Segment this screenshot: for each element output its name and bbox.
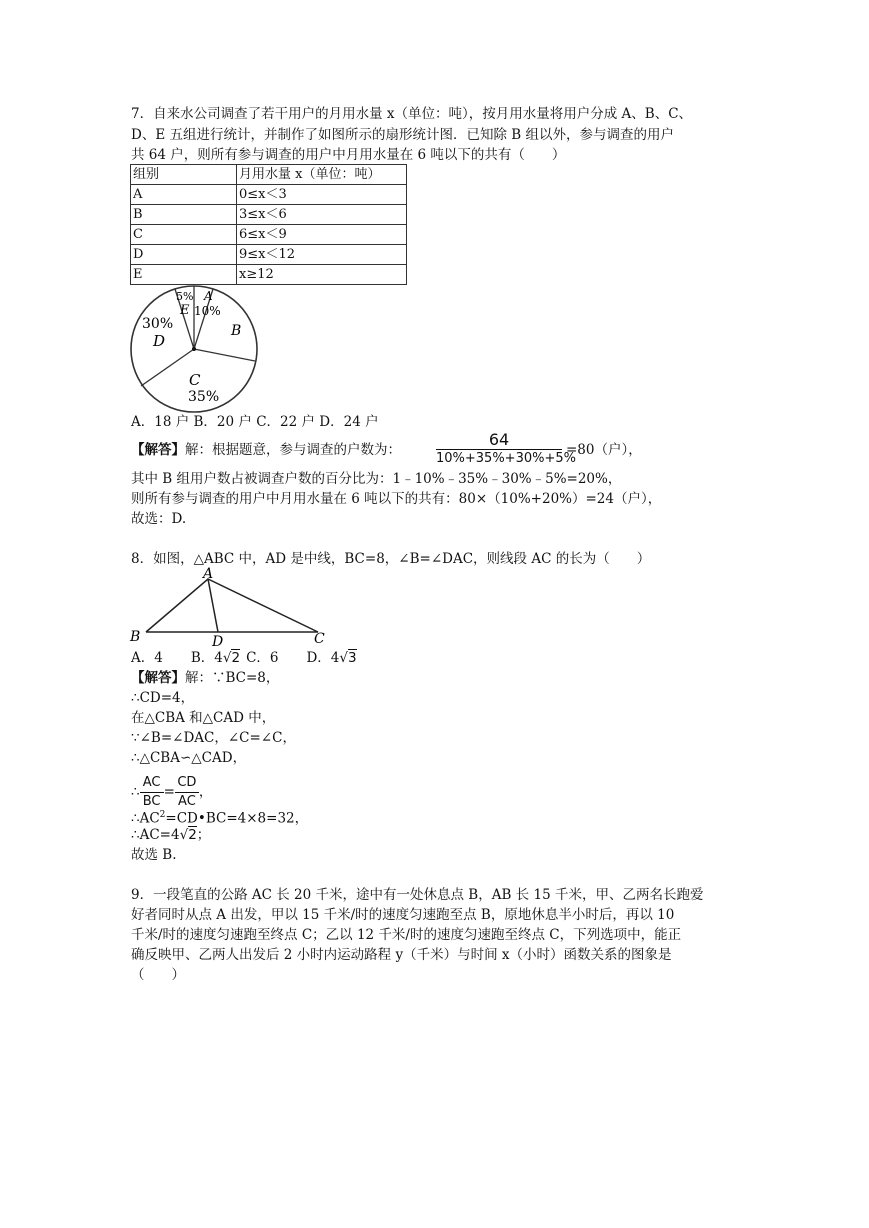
pie-label-a: A <box>204 289 213 303</box>
fraction-denominator: 10%+35%+30%+5% <box>436 451 576 466</box>
triangle-abc <box>146 579 318 632</box>
q9-stem-line-1: 9．一段笔直的公路 AC 长 20 千米，途中有一处休息点 B，AB 长 15 千米，甲、乙两名长跑爱 <box>131 887 704 903</box>
answer-text: ∴AC=4 <box>131 827 180 843</box>
q8-options <box>131 648 357 668</box>
table-cell: x≥12 <box>237 265 407 285</box>
vertex-label-a: A <box>203 566 214 582</box>
pie-divider <box>141 349 194 386</box>
pie-label-c-pct: 35% <box>188 389 220 405</box>
pie-label-b: B <box>231 323 242 339</box>
table-row <box>131 265 407 285</box>
answer-text: =CD•BC=4×8=32， <box>165 810 309 827</box>
table-cell: B <box>131 205 237 225</box>
q7-stem-line-2: D、E 五组进行统计，并制作了如图所示的扇形统计图．已知除 B 组以外，参与调查的用户 <box>131 127 674 143</box>
q8-triangle-figure <box>128 565 328 647</box>
sqrt-symbol: √2 <box>222 650 241 666</box>
point-label-d: D <box>212 634 224 647</box>
table-cell: 6≤x＜9 <box>237 225 407 245</box>
pie-label-a-pct: 10% <box>194 304 221 318</box>
q8-stem: 8．如图，△ABC 中，AD 是中线，BC=8，∠B=∠DAC，则线段 AC 的长为（ ） <box>131 551 651 567</box>
q7-stem-line-1: 7．自来水公司调查了若干用户的月用水量 x（单位：吨），按月用水量将用户分成 A、B、C、 <box>131 106 693 122</box>
q7-answer-line-2: 其中 B 组用户数占被调查户数的百分比为：1﹣10%﹣35%﹣30%﹣5%=20%， <box>131 471 622 487</box>
answer-text: ， <box>198 784 213 800</box>
table-header-cell: 月用水量 x（单位：吨） <box>237 165 407 185</box>
pie-label-d: D <box>153 332 166 350</box>
q7-group-table <box>130 164 407 285</box>
answer-text: 解：∵BC=8， <box>185 670 280 686</box>
superscript: 2 <box>159 810 166 820</box>
table-cell: A <box>131 185 237 205</box>
pie-divider <box>194 349 255 361</box>
answer-text: ； <box>196 827 211 843</box>
fraction-denominator: AC <box>178 794 196 809</box>
option-a: A．4 <box>131 650 163 666</box>
q7-stem-line-3: 共 64 户，则所有参与调查的用户中月用水量在 6 吨以下的共有（ ） <box>131 147 566 163</box>
q9-stem-line-3: 千米/时的速度匀速跑至终点 C；乙以 12 千米/时的速度匀速跑至终点 C，下列选项中，能正 <box>131 927 682 943</box>
fraction-numerator: 64 <box>488 430 510 449</box>
option-b: B．4 <box>190 650 223 666</box>
median-ad <box>208 579 218 632</box>
option-c: C．6 <box>246 650 279 666</box>
q7-answer-line-1 <box>131 440 401 460</box>
equals-sign: = <box>163 784 175 800</box>
table-cell: C <box>131 225 237 245</box>
answer-text: 解：根据题意，参与调查的户数为： <box>185 442 401 458</box>
q7-answer-line-3: 则所有参与调查的用户中月用水量在 6 吨以下的共有：80×（10%+20%）=24（户）， <box>131 491 662 507</box>
table-row <box>131 245 407 265</box>
q8-answer-line-8 <box>131 825 210 845</box>
option-d: D．4 <box>306 650 340 666</box>
q7-options: A．18 户 B．20 户 C．22 户 D．24 户 <box>131 414 379 430</box>
pie-label-e: E <box>180 303 190 318</box>
q7-answer-fraction <box>436 430 576 467</box>
sqrt-symbol: √2 <box>179 827 197 843</box>
fraction-numerator: CD <box>177 775 197 790</box>
q9-stem-line-4: 确反映甲、乙两人出发后 2 小时内运动路程 y（千米）与时间 x（小时）函数关系的图象是 <box>131 947 672 963</box>
q7-pie-chart <box>128 284 262 414</box>
table-row <box>131 225 407 245</box>
pie-center <box>192 347 196 351</box>
q8-answer-line-5: ∴△CBA∽△CAD， <box>131 750 247 766</box>
sqrt-radicand: 2 <box>231 650 241 666</box>
answer-text: ∴AC <box>131 810 160 827</box>
fraction-denominator: BC <box>142 794 161 809</box>
table-cell: D <box>131 245 237 265</box>
q8-answer-line-4: ∵∠B=∠DAC，∠C=∠C， <box>131 730 296 746</box>
table-header-row <box>131 165 407 185</box>
sqrt-symbol: √3 <box>339 650 357 666</box>
vertex-label-b: B <box>130 629 141 645</box>
table-row <box>131 185 407 205</box>
pie-label-e-pct: 5% <box>176 290 194 303</box>
table-cell: 9≤x＜12 <box>237 245 407 265</box>
vertex-label-c: C <box>314 631 325 647</box>
answer-tag: 【解答】 <box>131 670 185 686</box>
table-cell: 3≤x＜6 <box>237 205 407 225</box>
q9-stem-line-2: 好者同时从点 A 出发，甲以 15 千米/时的速度匀速跑至点 B，原地休息半小时后，再以 10 <box>131 907 675 923</box>
answer-text: ∴ <box>131 784 140 800</box>
q8-answer-line-3: 在△CBA 和△CAD 中， <box>131 710 276 726</box>
table-cell: 0≤x＜3 <box>237 185 407 205</box>
table-header-cell: 组别 <box>131 165 237 185</box>
q8-answer-line-1 <box>131 668 279 688</box>
sqrt-radicand: 3 <box>348 650 357 666</box>
q7-answer-result: =80（户）， <box>566 442 642 458</box>
q8-answer-line-9: 故选 B. <box>131 847 177 863</box>
pie-label-c: C <box>189 371 201 389</box>
pie-label-d-pct: 30% <box>142 316 174 332</box>
table-row <box>131 205 407 225</box>
q9-stem-line-5: （ ） <box>131 967 185 983</box>
table-cell: E <box>131 265 237 285</box>
q7-answer-line-4: 故选：D. <box>131 511 187 527</box>
q8-answer-line-2: ∴CD=4， <box>131 690 195 706</box>
fraction-numerator: AC <box>142 775 161 790</box>
sqrt-radicand: 2 <box>188 827 197 843</box>
answer-tag: 【解答】 <box>131 442 185 458</box>
